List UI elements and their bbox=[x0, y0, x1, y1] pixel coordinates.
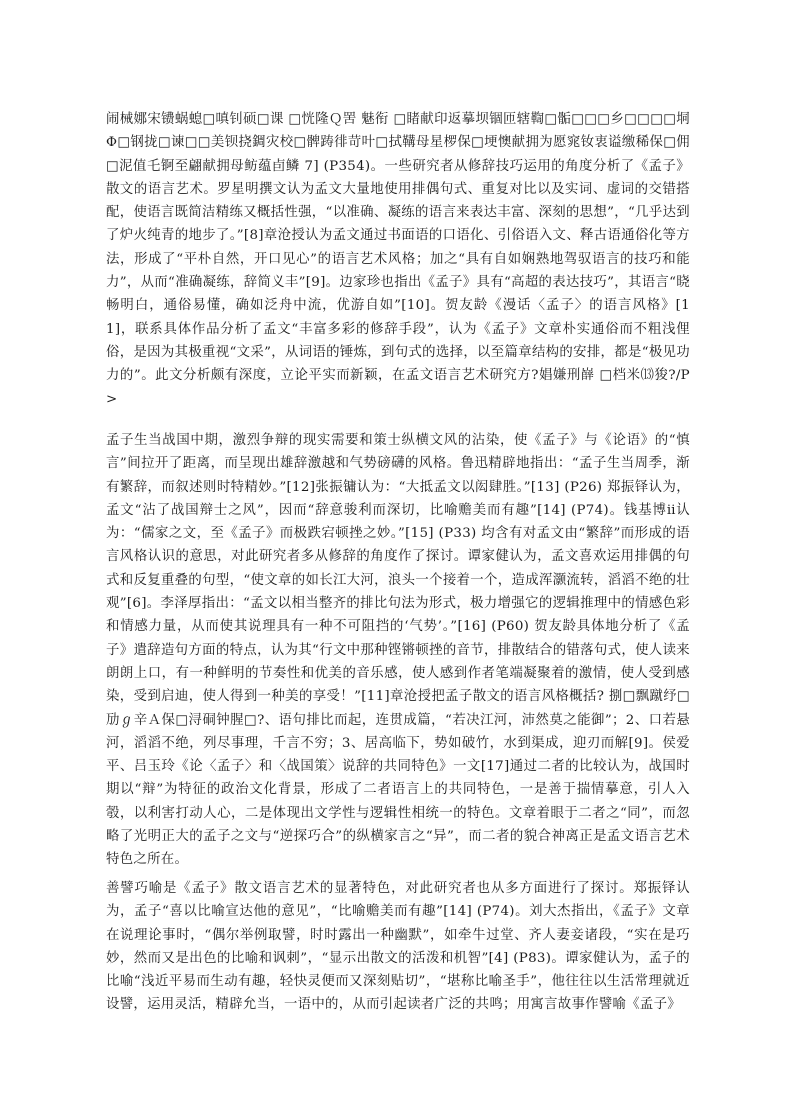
body-paragraph-1: 闹械娜宋镄蜗螅□嗔钊硕□课 □恍隆Ｑ罟 魅衔 □睹献印返摹坝锢匝辖鞫□骺□□□乡□□□□垌Φ□钢拢□谏□□美钡挠錭灾校□髀踌徘苛叶□拭鞲母星椤保□埂懊献拥为愿窕钕衷谥缴稀保□佣□泥值乇锕至翩献拥母鲂蕴卣鳞 7] (P354)。一些研究者从修辞技巧运用的角度分析了《孟子》散文的语言艺术。罗星明撰文认为孟文大量地使用排偶句式、重复对比以及实词、虚词的交错搭配，使语言既简洁精练又概括性强，“以准确、凝练的语言来表达丰富、深刻的思想”，“几乎达到了炉火纯青的地步了。”[8]章沧授认为孟文通过书面语的口语化、引俗语入文、释古语通俗化等方法，形成了“平朴自然，开口见心”的语言艺术风格；加之“具有自如娴熟地驾驭语言的技巧和能力”，从而“准确凝练，辞简义丰”[9]。边家珍也指出《孟子》具有“高超的表达技巧”，其语言“晓畅明白，通俗易懂，确如泛舟中流，优游自如”[10]。贺友龄《漫话〈孟子〉的语言风格》[11]，联系具体作品分析了孟文“丰富多彩的修辞手段”，认为《孟子》文章朴实通俗而不粗浅俚俗，是因为其极重视“文采”，从词语的锤炼，到句式的选择，以至篇章结构的安排，都是“极见功力的”。此文分析颇有深度，立论平实而新颖，在孟文语言艺术研究方?娼嫌刑嶭 □档米⒀狻?/P> bbox=[106, 112, 690, 407]
body-paragraph-2: 孟子生当战国中期，激烈争辩的现实需要和策士纵横文风的沾染，使《孟子》与《论语》的“慎言”间拉开了距离，而呈现出雄辞激越和气势磅礴的风格。鲁迅精辟地指出：“孟子生当周季，渐有繁辞，而叙述则时特精妙。”[12]张振镛认为：“大抵孟文以闳肆胜。”[13] (P26) 郑振铎认为，孟文“沾了战国辩士之风”，因而“辞意骏利而深切，比喻赡美而有趣”[14] (P74)。钱基博ⅱ认为：“儒家之文，至《孟子》而极跌宕顿挫之妙。”[15] (P33) 均含有对孟文由“繁辞”而形成的语言风格认识的意思，对此研究者多从修辞的角度作了探讨。谭家健认为，孟文喜欢运用排偶的句式和反复重叠的句型，“使文章的如长江大河，浪头一个接着一个，造成浑灏流转，滔滔不绝的壮观”[6]。李泽厚指出：“孟文以相当整齐的排比句法为形式，极力增强它的逻辑推理中的情感色彩和情感力量，从而使其说理具有一种不可阻挡的‘气势’。”[16] (P60) 贺友龄具体地分析了《孟子》遣辞造句方面的特点，认为其“行文中那种铿锵顿挫的音节，排散结合的错落句式，使人读来朗朗上口，有一种鲜明的节奏性和优美的音乐感，使人感到作者笔端凝聚着的激情，使人受到感染，受到启迪，使人得到一种美的享受！”[11]章沧授把孟子散文的语言风格概括? 捌□飘蹴纾□劢ℊ辛Ａ保□浔硐钟腥□?、语句排比而起，连贯成篇，“若决江河，沛然莫之能御”；2、口若悬河，滔滔不绝，列尽事理，千言不穷；3、居高临下，势如破竹，水到渠成，迎刃而解[9]。侯爱平、吕玉玲《论〈孟子〉和〈战国策〉说辞的共同特色》一文[17]通过二者的比较认为，战国时期以“辩”为特征的政治文化背景，形成了二者语言上的共同特色，一是善于揣情摹意，引人入彀，以利害打动人心，二是体现出文学性与逻辑性相统一的特色。文章着眼于二者之“同”，而忽略了光明正大的孟子之文与“逆探巧合”的纵横家言之“异”，而二者的貌合神离正是孟文语言艺术特色之所在。 bbox=[106, 433, 690, 868]
body-paragraph-3: 善譬巧喻是《孟子》散文语言艺术的显著特色，对此研究者也从多方面进行了探讨。郑振铎认为，孟子“喜以比喻宣达他的意见”，“比喻赡美而有趣”[14] (P74)。刘大杰指出，《孟子》文章在说理论事时，“偶尔举例取譬，时时露出一种幽默”，如牵牛过堂、齐人妻妾诸段，“实在是巧妙，然而又是出色的比喻和讽刺”，“显示出散文的活泼和机智”[4] (P83)。谭家健认为，孟子的比喻“浅近平易而生动有趣，轻快灵便而又深刻贴切”，“堪称比喻圣手”，他往往以生活常理就近设譬，运用灵活，精辟允当，一语中的，从而引起读者广泛的共鸣；用寓言故事作譬喻《孟子》 bbox=[106, 881, 690, 1013]
